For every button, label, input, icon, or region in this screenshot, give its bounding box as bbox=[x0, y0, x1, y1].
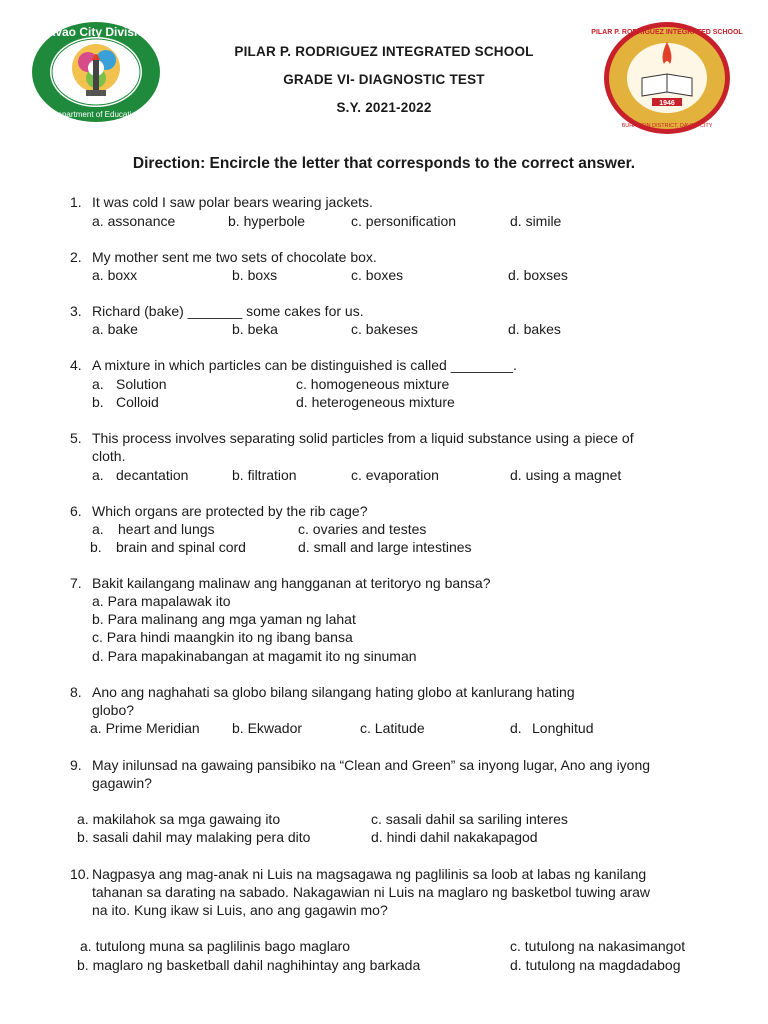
question-number: 2. bbox=[70, 249, 82, 265]
seal-year: 1946 bbox=[659, 100, 675, 107]
question-number: 10. bbox=[70, 866, 90, 882]
question-text: This process involves separating solid particles from a liquid substance using a piece of bbox=[92, 430, 634, 446]
choice: a. tutulong muna sa paglilinis bago maglaro bbox=[80, 938, 351, 954]
choice: b. hyperbole bbox=[228, 213, 306, 229]
question-number: 3. bbox=[70, 303, 82, 319]
choice: c. boxes bbox=[351, 267, 404, 283]
choice: heart and lungs bbox=[118, 521, 215, 537]
choice: c. tutulong na nakasimangot bbox=[510, 938, 686, 954]
choice: c. evaporation bbox=[351, 467, 439, 483]
choice: d. hindi dahil nakakapagod bbox=[371, 829, 538, 845]
question-text: cloth. bbox=[92, 448, 126, 464]
question-text: globo? bbox=[92, 702, 135, 718]
choice: a. Prime Meridian bbox=[90, 720, 200, 736]
question-number: 8. bbox=[70, 684, 82, 700]
choice: decantation bbox=[116, 467, 189, 483]
choice: Colloid bbox=[116, 394, 159, 410]
choice-letter: a. bbox=[92, 521, 104, 537]
choice: a. bake bbox=[92, 321, 138, 337]
seal-ring-text: PILAR P. RODRIGUEZ INTEGRATED SCHOOL bbox=[591, 29, 743, 36]
choice: c. Latitude bbox=[360, 720, 425, 736]
question-text: Richard (bake) _______ some cakes for us. bbox=[92, 303, 364, 319]
choice: d. boxses bbox=[508, 267, 568, 283]
choice: a. Para mapalawak ito bbox=[92, 593, 231, 609]
school-year: S.Y. 2021-2022 bbox=[336, 100, 432, 115]
choice: b. Para malinang ang mga yaman ng lahat bbox=[92, 611, 356, 627]
question-number: 1. bbox=[70, 194, 82, 210]
choice: d. small and large intestines bbox=[298, 539, 472, 555]
choice: c. personification bbox=[351, 213, 457, 229]
question-text: It was cold I saw polar bears wearing jackets. bbox=[92, 194, 373, 210]
question-text: gagawin? bbox=[92, 775, 152, 791]
question-number: 9. bbox=[70, 757, 82, 773]
choice: d. bakes bbox=[508, 321, 561, 337]
question-text: May inilunsad na gawaing pansibiko na “Clean and Green” sa inyong lugar, Ano ang iyong bbox=[92, 757, 651, 773]
choice: c. ovaries and testes bbox=[298, 521, 427, 537]
choice: b. boxs bbox=[232, 267, 278, 283]
direction: Direction: Encircle the letter that corresponds to the correct answer. bbox=[132, 155, 636, 172]
choice-letter: d. bbox=[510, 720, 522, 736]
question-text: na ito. Kung ikaw si Luis, ano ang gagawin mo? bbox=[92, 902, 388, 918]
choice-letter: b. bbox=[92, 394, 104, 410]
question-text: My mother sent me two sets of chocolate box. bbox=[92, 249, 377, 265]
question-number: 4. bbox=[70, 357, 82, 373]
choice-letter: b. bbox=[90, 539, 102, 555]
test-title: GRADE VI- DIAGNOSTIC TEST bbox=[283, 72, 485, 87]
choice: d. simile bbox=[510, 213, 562, 229]
question-text: Bakit kailangang malinaw ang hangganan at teritoryo ng bansa? bbox=[92, 575, 491, 591]
choice: d. Para mapakinabangan at magamit ito ng sinuman bbox=[92, 648, 417, 664]
choice: Solution bbox=[116, 376, 167, 392]
choice: a. boxx bbox=[92, 267, 138, 283]
choice: a. makilahok sa mga gawaing ito bbox=[77, 811, 281, 827]
choice: b. sasali dahil may malaking pera dito bbox=[77, 829, 311, 845]
question-text: Which organs are protected by the rib cage? bbox=[92, 503, 368, 519]
choice: b. Ekwador bbox=[232, 720, 303, 736]
choice: c. Para hindi maangkin ito ng ibang bansa bbox=[92, 629, 353, 645]
choice: c. homogeneous mixture bbox=[296, 376, 450, 392]
question-number: 5. bbox=[70, 430, 82, 446]
choice: a. assonance bbox=[92, 213, 176, 229]
question-number: 7. bbox=[70, 575, 82, 591]
choice: c. bakeses bbox=[351, 321, 418, 337]
choice: brain and spinal cord bbox=[116, 539, 246, 555]
choice: b. filtration bbox=[232, 467, 297, 483]
school-name: PILAR P. RODRIGUEZ INTEGRATED SCHOOL bbox=[234, 44, 534, 59]
question-text: Ano ang naghahati sa globo bilang silangang hating globo at kanlurang hating bbox=[92, 684, 575, 700]
question-text: A mixture in which particles can be distinguished is called ________. bbox=[92, 357, 517, 373]
choice: d. using a magnet bbox=[510, 467, 622, 483]
choice: c. sasali dahil sa sariling interes bbox=[371, 811, 568, 827]
seal-bottom-text: Department of Education bbox=[51, 110, 141, 119]
choice: d. heterogeneous mixture bbox=[296, 394, 455, 410]
choice: d. tutulong na magdadabog bbox=[510, 957, 681, 973]
question-text: Nagpasya ang mag-anak ni Luis na magsagawa ng paglilinis sa loob at labas ng kanilang bbox=[92, 866, 647, 882]
seal-ring-bottom-text: BUHANGIN DISTRICT, DAVAO CITY bbox=[621, 123, 713, 129]
choice: b. beka bbox=[232, 321, 278, 337]
choice-letter: a. bbox=[92, 376, 104, 392]
choice: Longhitud bbox=[532, 720, 594, 736]
choice-letter: a. bbox=[92, 467, 104, 483]
seal-top-text: Davao City Division bbox=[39, 25, 153, 39]
question-number: 6. bbox=[70, 503, 82, 519]
question-text: tahanan sa darating na sabado. Nakagawian ni Luis na maglaro ng basketbol tuwing araw bbox=[92, 884, 651, 900]
choice: b. maglaro ng basketball dahil naghihintay ang barkada bbox=[77, 957, 421, 973]
